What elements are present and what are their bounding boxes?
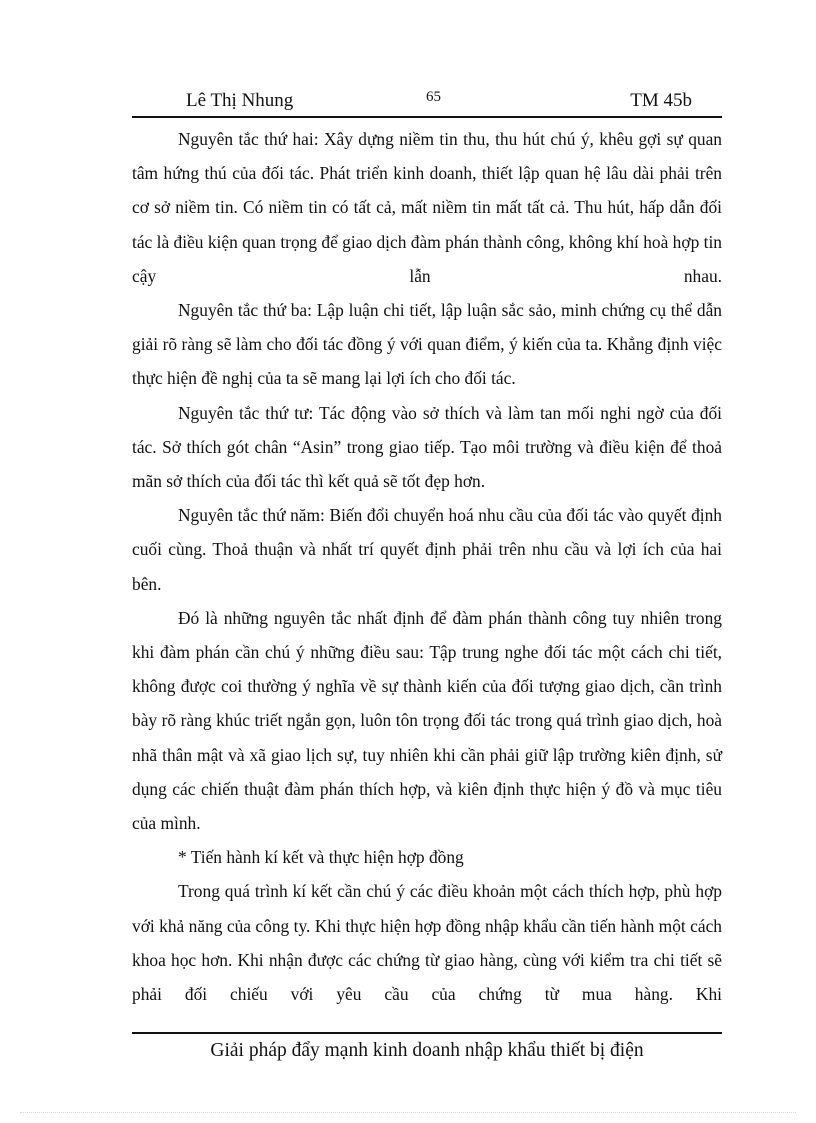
paragraph-principle-2: Nguyên tắc thứ hai: Xây dựng niềm tin thu, thu hút chú ý, khêu gợi sự quan tâm hứng thú của đối tác. Phát triển kinh doanh, thiết lập quan hệ lâu dài phải trên cơ sở niềm tin. Có niềm tin có tất cả, mất niềm tin mất tất cả. Thu hút, hấp dẫn đối tác là điều kiện quan trọng để giao dịch đàm phán thành công, không khí hoà hợp tin cậy lẫn nhau. xyxy=(132,129,722,286)
paragraph-principle-5: Nguyên tắc thứ năm: Biến đổi chuyển hoá nhu cầu của đối tác vào quyết định cuối cùng. Thoả thuận và nhất trí quyết định phải trên nhu cầu và lợi ích của hai bên. xyxy=(132,505,722,594)
header-author: Lê Thị Nhung xyxy=(186,90,294,111)
footer-rule xyxy=(132,1032,722,1034)
page-edge-dots xyxy=(20,1112,796,1113)
header-rule xyxy=(132,116,722,118)
header-class-code: TM 45b xyxy=(630,90,692,111)
section-heading-contract: * Tiến hành kí kết và thực hiện hợp đồng xyxy=(178,847,464,868)
header-page-number: 65 xyxy=(426,89,441,105)
paragraph-principle-3: Nguyên tắc thứ ba: Lập luận chi tiết, lập luận sắc sảo, minh chứng cụ thể dẫn giải rõ ràng sẽ làm cho đối tác đồng ý với quan điểm, ý kiến của ta. Khẳng định việc thực hiện đề nghị của ta sẽ mang lại lợi ích cho đối tác. xyxy=(132,300,722,389)
footer-title: Giải pháp đẩy mạnh kinh doanh nhập khẩu thiết bị điện xyxy=(210,1040,644,1061)
paragraph-negotiation-notes: Đó là những nguyên tắc nhất định để đàm phán thành công tuy nhiên trong khi đàm phán cần chú ý những điều sau: Tập trung nghe đối tác một cách chi tiết, không được coi thường ý nghĩa về sự thành kiến của đối tượng giao dịch, cần trình bày rõ ràng khúc triết ngắn gọn, luôn tôn trọng đối tác trong quá trình giao dịch, hoà nhã thân mật và xã giao lịch sự, tuy nhiên khi cần phải giữ lập trường kiên định, sử dụng các chiến thuật đàm phán thích hợp, và kiên định thực hiện ý đồ và mục tiêu của mình. xyxy=(132,607,722,834)
page-header xyxy=(132,88,722,118)
paragraph-contract: Trong quá trình kí kết cần chú ý các điều khoản một cách thích hợp, phù hợp với khả năng của công ty. Khi thực hiện hợp đồng nhập khẩu cần tiến hành một cách khoa học hơn. Khi nhận được các chứng từ giao hàng, cùng với kiểm tra chi tiết sẽ phải đối chiếu với yêu cầu của chứng từ mua hàng. Khi xyxy=(132,881,722,1005)
paragraph-principle-4: Nguyên tắc thứ tư: Tác động vào sở thích và làm tan mối nghi ngờ của đối tác. Sở thích gót chân “Asin” trong giao tiếp. Tạo môi trường và điều kiện để thoả mãn sở thích của đối tác thì kết quả sẽ tốt đẹp hơn. xyxy=(132,402,722,492)
body-text xyxy=(132,122,722,1011)
